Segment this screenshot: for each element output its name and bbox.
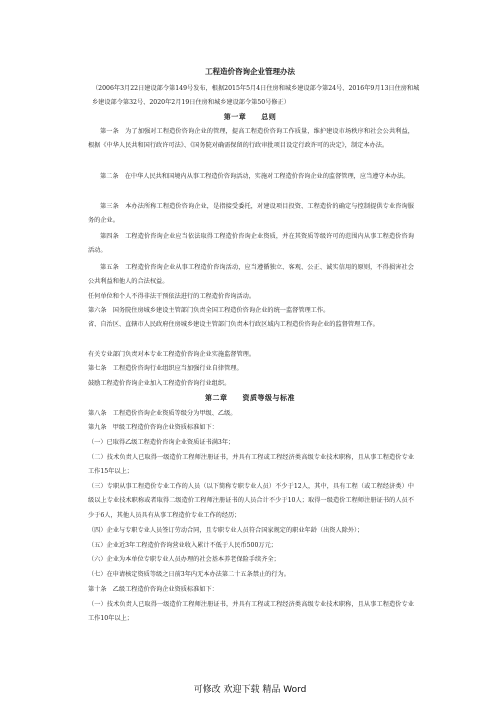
paragraph-article-7-b: 鼓励工程造价咨询企业加入工程造价咨询行业组织。 [88,380,231,387]
list-item-9-3: （三）专职从事工程造价专业工作的人员（以下简称专职专业人员）不少于12人，其中，具有工程（或工程经济类）中级以上专业技术职称或者取得二级造价工程师注册证书的人员合计不少于10人；取得一级造价工程师注册证书的人员不少于6人，其他人员具有从事工程造价专业工作的经历； [88,483,414,519]
list-item-9-4: （四）企业与专职专业人员签订劳动合同，且专职专业人员符合国家规定的职业年龄（出资人除外）； [88,527,364,534]
list-item-9-2: （二）技术负责人已取得一级造价工程师注册证书，并具有工程或工程经济类高级专业技术职称，且从事工程造价专业工作15年以上； [88,454,414,476]
page-footer: 可修改 欢迎下载 精品 Word [193,685,307,695]
paragraph-article-8: 第八条 工程造价咨询企业资质等级分为甲级、乙级。 [88,410,237,417]
chapter-heading-1: 第一章 总则 [223,112,277,121]
paragraph-article-5-b: 任何单位和个人不得非法干预依法进行的工程造价咨询活动。 [88,293,256,300]
list-item-9-7: （七）在申请核定资质等级之日前3年内无本办法第二十五条禁止的行为。 [88,571,290,578]
paragraph-article-9: 第九条 甲级工程造价咨询企业资质标准如下： [88,424,218,431]
document-title: 工程造价咨询企业管理办法 [205,67,295,76]
document-subtitle: （2006年3月22日建设部令第149号发布，根据2015年5月4日住房和城乡建设部令第24号、2016年9月13日住房和城乡建设部令第32号、2020年2月19日住房和城乡建设部令第50号修正） [92,85,420,106]
list-item-10-1: （一）技术负责人已取得一级造价工程师注册证书，并具有工程或工程经济类高级专业技术职称，且从事工程造价专业工作10年以上； [88,601,414,623]
paragraph-article-6-c: 有关专业部门负责对本专业工程造价咨询企业实施监督管理。 [88,351,256,358]
list-item-9-5: （五）企业近3年工程造价咨询营业收入累计不低于人民币500万元； [88,542,277,549]
paragraph-article-6-b: 省、自治区、直辖市人民政府住房城乡建设主管部门负责本行政区域内工程造价咨询企业的监督管理工作。 [88,321,379,328]
paragraph-article-1: 第一条 为了加强对工程造价咨询企业的管理，提高工程造价咨询工作质量，维护建设市场秩序和社会公共利益，根据《中华人民共和国行政许可法》、《国务院对确需保留的行政审批项目设定行政许可的决定》，制定本办法。 [88,128,414,150]
list-item-9-6: （六）企业为本单位专职专业人员办理的社会基本养老保险手续齐全； [88,556,280,563]
paragraph-article-2: 第二条 在中华人民共和国境内从事工程造价咨询活动，实施对工程造价咨询企业的监督管理，应当遵守本办法。 [100,173,410,180]
list-item-9-1: （一）已取得乙级工程造价咨询企业资质证书满3年； [88,439,235,446]
paragraph-article-3: 第三条 本办法所称工程造价咨询企业，是指接受委托，对建设项目投资、工程造价的确定与控制提供专业咨询服务的企业。 [88,203,414,225]
paragraph-article-10: 第十条 乙级工程造价咨询企业资质标准如下： [88,586,218,593]
paragraph-article-4: 第四条 工程造价咨询企业应当依法取得工程造价咨询企业资质，并在其资质等级许可的范围内从事工程造价咨询活动。 [88,233,414,255]
paragraph-article-7: 第七条 工程造价咨询行业组织应当加强行业自律管理。 [88,365,243,372]
paragraph-article-6: 第六条 国务院住房城乡建设主管部门负责全国工程造价咨询企业的统一监督管理工作。 [88,307,330,314]
chapter-heading-2: 第二章 资质等级与标准 [205,393,295,402]
paragraph-article-5: 第五条 工程造价咨询企业从事工程造价咨询活动，应当遵循独立、客观、公正、诚实信用的原则，不得损害社会公共利益和他人的合法权益。 [88,264,414,286]
